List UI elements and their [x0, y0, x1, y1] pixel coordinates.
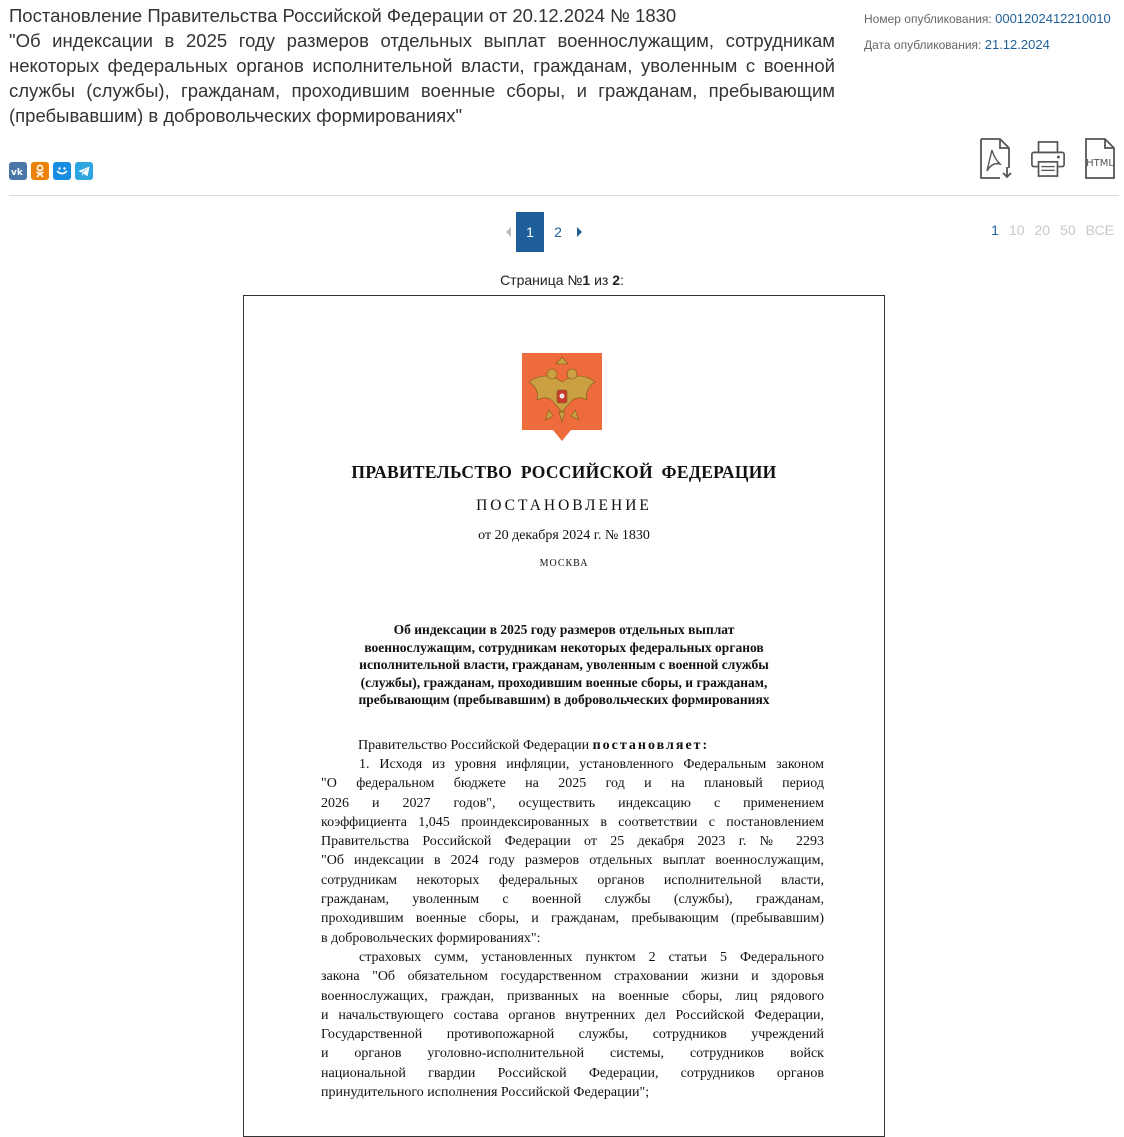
text-line: 1. Исходя из уровня инфляции, установленного Федеральным законом	[359, 757, 824, 772]
per-page-all[interactable]: ВСЕ	[1085, 222, 1114, 238]
print-button[interactable]	[1030, 138, 1066, 180]
html-file-icon	[1083, 138, 1117, 180]
pub-number-label: Номер опубликования:	[864, 12, 992, 26]
text-line: национальной гвардии Российской Федерации, сотрудников органов	[321, 1065, 824, 1081]
text-line: коэффициента 1,045 проиндексированных в соответствии с постановлением	[321, 814, 824, 830]
svg-text:vk: vk	[11, 168, 23, 176]
text-line: Государственной противопожарной службы, сотрудников учреждений	[321, 1027, 824, 1043]
page-indicator-current: 1	[582, 272, 591, 288]
telegram-share-button[interactable]	[75, 162, 93, 180]
mailru-share-button[interactable]	[53, 162, 71, 180]
chevron-left-icon	[504, 226, 512, 238]
page-indicator-total: 2	[612, 272, 621, 288]
text-line: "О федеральном бюджете на 2025 год и на плановый период	[321, 776, 824, 792]
print-icon	[1030, 139, 1066, 179]
paragraph-1	[321, 755, 824, 948]
resolution-intro	[358, 736, 778, 755]
text-line: военнослужащих, граждан, призванных на военные сборы, лиц рядового	[321, 988, 824, 1004]
heading-line: (службы), гражданам, проходившим военные сборы, и гражданам,	[360, 674, 768, 690]
pdf-download-icon	[978, 138, 1014, 180]
text-line: и начальствующего состава органов внутренних дел Российской Федерации,	[321, 1007, 824, 1023]
html-view-button[interactable]	[1082, 138, 1118, 180]
heading-line: исполнительной власти, гражданам, уволенным с военной службы	[359, 657, 769, 672]
html-label: HTML	[1086, 158, 1114, 169]
per-page-20[interactable]: 20	[1034, 222, 1051, 238]
vk-icon	[11, 166, 25, 176]
paragraph-2	[321, 948, 824, 1102]
page-1-button[interactable]: 1	[516, 212, 544, 252]
pdf-download-button[interactable]	[978, 138, 1014, 180]
coat-of-arms-emblem	[521, 352, 603, 442]
publication-meta	[864, 6, 1111, 58]
text-line: "Об индексации в 2024 году размеров отдельных выплат военнослужащим,	[321, 853, 824, 869]
per-page-50[interactable]: 50	[1060, 222, 1076, 238]
ok-share-button[interactable]	[31, 162, 49, 180]
prev-page-button[interactable]	[500, 212, 516, 252]
document-heading	[329, 621, 799, 709]
vk-share-button[interactable]	[9, 162, 27, 180]
telegram-icon	[78, 166, 90, 177]
odnoklassniki-icon	[35, 164, 45, 178]
share-buttons	[9, 162, 93, 180]
text-line: проходившим военные сборы, и гражданам, пребывающим (пребывавшим)	[321, 911, 824, 927]
text-line: 2026 и 2027 годов", осуществить индексацию с применением	[321, 795, 824, 811]
per-page-1[interactable]: 1	[991, 222, 999, 238]
per-page-selector	[991, 222, 1114, 238]
document-page	[243, 295, 885, 1137]
mailru-icon	[55, 165, 69, 177]
document-type: ПОСТАНОВЛЕНИЕ	[476, 497, 652, 514]
pub-number: 0001202412210010	[995, 11, 1111, 26]
intro-text: Правительство Российской Федерации	[358, 738, 593, 753]
intro-emphasis: постановляет:	[592, 738, 710, 753]
document-dateline: от 20 декабря 2024 г. № 1830	[478, 528, 650, 543]
text-line: сотрудникам некоторых федеральных органов исполнительной власти,	[321, 872, 824, 888]
page-2-button[interactable]: 2	[554, 224, 562, 240]
text-line: и органов уголовно-исполнительной системы, сотрудников войск	[321, 1046, 824, 1062]
page-indicator-prefix: Страница №	[500, 272, 583, 288]
text-line: страховых сумм, установленных пунктом 2 статьи 5 Федерального	[359, 950, 824, 965]
document-city: МОСКВА	[539, 558, 589, 569]
document-title: Постановление Правительства Российской Федерации от 20.12.2024 № 1830	[9, 5, 677, 26]
page-indicator-suffix: :	[620, 272, 624, 288]
pub-date: 21.12.2024	[984, 37, 1050, 52]
header-divider	[9, 195, 1119, 196]
text-line: гражданам, уволенным с военной службы (службы), гражданам,	[321, 892, 824, 908]
page-indicator-middle: из	[590, 272, 613, 288]
government-name: ПРАВИТЕЛЬСТВО РОССИЙСКОЙ ФЕДЕРАЦИИ	[351, 462, 777, 482]
text-line: в добровольческих формированиях":	[321, 930, 541, 946]
chevron-right-icon	[576, 226, 584, 238]
text-line: Правительства Российской Федерации от 25 декабря 2023 г. № 2293	[321, 834, 824, 850]
text-line: принудительного исполнения Российской Федерации";	[321, 1085, 650, 1101]
heading-line: пребывающим (пребывавшим) в добровольческих формированиях	[358, 692, 770, 707]
document-subtitle: "Об индексации в 2025 году размеров отдельных выплат военнослужащим, сотрудникам некоторых федеральных органов исполнительной власти, гражданам, уволенным с военной службы (службы), гражданам, проходившим военные сборы, и гражданам, пребывающим (пребывавшим) в добровольческих формированиях"	[9, 30, 835, 126]
heading-line: Об индексации в 2025 году размеров отдельных выплат	[393, 622, 735, 637]
pub-date-label: Дата опубликования:	[864, 38, 982, 52]
per-page-10[interactable]: 10	[1008, 222, 1025, 238]
heading-line: военнослужащим, сотрудникам некоторых федеральных органов	[364, 639, 764, 655]
pagination	[500, 212, 588, 252]
document-tools	[978, 138, 1118, 180]
document-header	[9, 3, 835, 128]
text-line: закона "Об обязательном государственном страховании жизни и здоровья	[321, 969, 824, 985]
page-indicator	[0, 272, 1124, 288]
next-page-button[interactable]	[572, 212, 588, 252]
